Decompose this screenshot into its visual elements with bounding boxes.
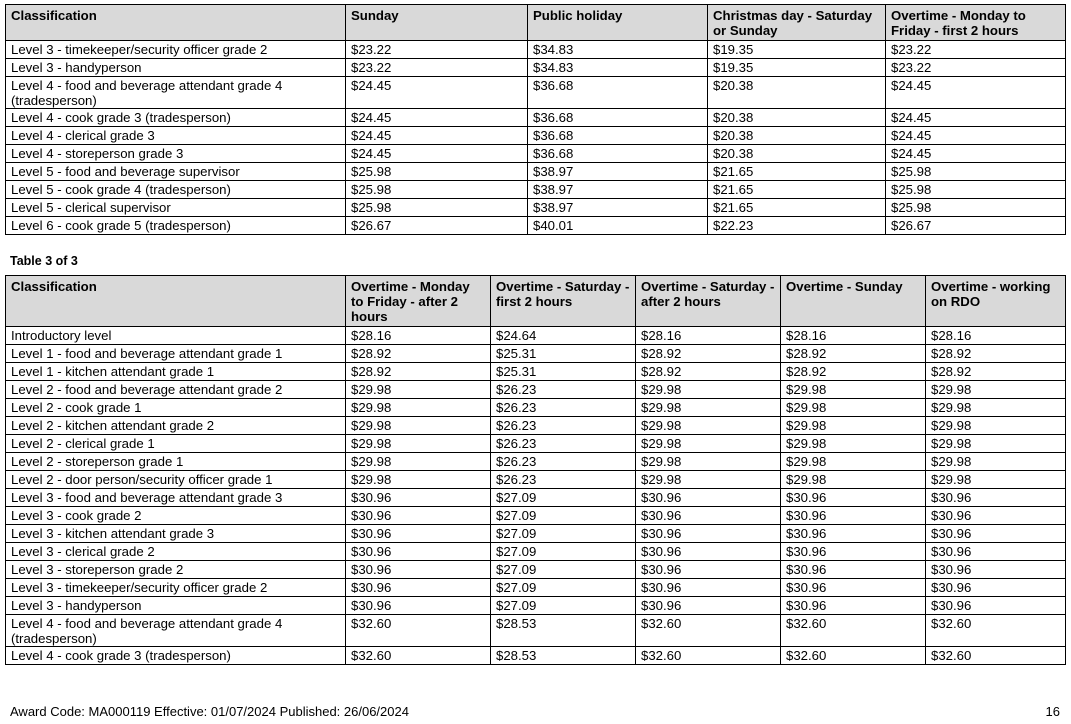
rate-cell: $29.98 bbox=[781, 417, 926, 435]
rate-cell: $21.65 bbox=[708, 163, 886, 181]
rate-cell: $32.60 bbox=[636, 615, 781, 647]
classification-cell: Level 1 - food and beverage attendant grade 1 bbox=[6, 345, 346, 363]
column-header: Sunday bbox=[346, 5, 528, 41]
rate-cell: $29.98 bbox=[781, 399, 926, 417]
rate-cell: $30.96 bbox=[926, 507, 1066, 525]
rate-cell: $27.09 bbox=[491, 543, 636, 561]
table-row bbox=[6, 41, 1066, 59]
column-header: Overtime - Sunday bbox=[781, 276, 926, 327]
rate-cell: $29.98 bbox=[781, 435, 926, 453]
classification-cell: Level 4 - storeperson grade 3 bbox=[6, 145, 346, 163]
table-row bbox=[6, 615, 1066, 647]
rate-cell: $20.38 bbox=[708, 77, 886, 109]
rate-cell: $30.96 bbox=[781, 561, 926, 579]
rate-cell: $28.16 bbox=[926, 327, 1066, 345]
rate-cell: $30.96 bbox=[926, 561, 1066, 579]
table-row bbox=[6, 647, 1066, 665]
rate-cell: $28.53 bbox=[491, 615, 636, 647]
rate-cell: $32.60 bbox=[781, 615, 926, 647]
overtime-rates-table bbox=[5, 275, 1066, 665]
table-row bbox=[6, 543, 1066, 561]
rate-cell: $29.98 bbox=[636, 417, 781, 435]
page-number: 16 bbox=[1045, 704, 1060, 719]
rate-cell: $29.98 bbox=[346, 381, 491, 399]
rate-cell: $20.38 bbox=[708, 127, 886, 145]
rate-cell: $30.96 bbox=[636, 597, 781, 615]
rate-cell: $30.96 bbox=[781, 597, 926, 615]
table-row bbox=[6, 471, 1066, 489]
rate-cell: $29.98 bbox=[636, 399, 781, 417]
rate-cell: $30.96 bbox=[781, 489, 926, 507]
classification-cell: Level 4 - cook grade 3 (tradesperson) bbox=[6, 109, 346, 127]
rate-cell: $27.09 bbox=[491, 561, 636, 579]
classification-cell: Level 2 - cook grade 1 bbox=[6, 399, 346, 417]
rate-cell: $30.96 bbox=[781, 525, 926, 543]
rate-cell: $25.98 bbox=[886, 181, 1066, 199]
rate-cell: $38.97 bbox=[528, 199, 708, 217]
rate-cell: $29.98 bbox=[926, 381, 1066, 399]
rate-cell: $30.96 bbox=[781, 579, 926, 597]
rate-cell: $24.45 bbox=[346, 127, 528, 145]
classification-cell: Level 2 - kitchen attendant grade 2 bbox=[6, 417, 346, 435]
rate-cell: $32.60 bbox=[926, 615, 1066, 647]
rate-cell: $20.38 bbox=[708, 145, 886, 163]
rate-cell: $29.98 bbox=[346, 453, 491, 471]
rate-cell: $29.98 bbox=[346, 471, 491, 489]
rate-cell: $38.97 bbox=[528, 163, 708, 181]
column-header-classification: Classification bbox=[6, 276, 346, 327]
classification-cell: Level 4 - food and beverage attendant grade 4 (tradesperson) bbox=[6, 77, 346, 109]
rate-cell: $34.83 bbox=[528, 41, 708, 59]
classification-cell: Level 3 - clerical grade 2 bbox=[6, 543, 346, 561]
rate-cell: $25.98 bbox=[346, 181, 528, 199]
rate-cell: $26.23 bbox=[491, 435, 636, 453]
table-row bbox=[6, 163, 1066, 181]
rate-cell: $26.23 bbox=[491, 453, 636, 471]
table-row bbox=[6, 127, 1066, 145]
rate-cell: $22.23 bbox=[708, 217, 886, 235]
rate-cell: $26.23 bbox=[491, 381, 636, 399]
classification-cell: Level 3 - timekeeper/security officer grade 2 bbox=[6, 41, 346, 59]
rate-cell: $28.16 bbox=[781, 327, 926, 345]
rate-cell: $32.60 bbox=[346, 647, 491, 665]
rate-cell: $26.67 bbox=[346, 217, 528, 235]
table-row bbox=[6, 525, 1066, 543]
rate-cell: $29.98 bbox=[636, 435, 781, 453]
rate-cell: $27.09 bbox=[491, 597, 636, 615]
classification-cell: Level 5 - clerical supervisor bbox=[6, 199, 346, 217]
rate-cell: $25.98 bbox=[346, 163, 528, 181]
rate-cell: $29.98 bbox=[781, 381, 926, 399]
rate-cell: $27.09 bbox=[491, 489, 636, 507]
rate-cell: $30.96 bbox=[346, 597, 491, 615]
rate-cell: $29.98 bbox=[926, 453, 1066, 471]
rate-cell: $29.98 bbox=[346, 417, 491, 435]
rate-cell: $32.60 bbox=[346, 615, 491, 647]
rate-cell: $28.92 bbox=[346, 345, 491, 363]
rate-cell: $26.67 bbox=[886, 217, 1066, 235]
rate-cell: $30.96 bbox=[346, 507, 491, 525]
rate-cell: $21.65 bbox=[708, 181, 886, 199]
award-info: Award Code: MA000119 Effective: 01/07/2024 Published: 26/06/2024 bbox=[10, 704, 409, 719]
column-header: Overtime - Saturday - after 2 hours bbox=[636, 276, 781, 327]
rate-cell: $30.96 bbox=[636, 507, 781, 525]
column-header: Overtime - Saturday - first 2 hours bbox=[491, 276, 636, 327]
rate-cell: $28.16 bbox=[346, 327, 491, 345]
rate-cell: $26.23 bbox=[491, 417, 636, 435]
table-row bbox=[6, 145, 1066, 163]
table-row bbox=[6, 217, 1066, 235]
table-row bbox=[6, 199, 1066, 217]
rate-cell: $24.45 bbox=[886, 145, 1066, 163]
table-title: Table 3 of 3 bbox=[10, 254, 78, 268]
rate-cell: $36.68 bbox=[528, 109, 708, 127]
rate-cell: $29.98 bbox=[636, 453, 781, 471]
column-header: Overtime - Monday to Friday - first 2 hours bbox=[886, 5, 1066, 41]
rate-cell: $30.96 bbox=[636, 525, 781, 543]
rate-cell: $29.98 bbox=[781, 471, 926, 489]
rate-cell: $29.98 bbox=[346, 435, 491, 453]
classification-cell: Level 3 - handyperson bbox=[6, 597, 346, 615]
classification-cell: Level 3 - kitchen attendant grade 3 bbox=[6, 525, 346, 543]
table-row bbox=[6, 597, 1066, 615]
table-row bbox=[6, 507, 1066, 525]
classification-cell: Level 1 - kitchen attendant grade 1 bbox=[6, 363, 346, 381]
rate-cell: $24.45 bbox=[346, 145, 528, 163]
table-row bbox=[6, 561, 1066, 579]
rate-cell: $30.96 bbox=[926, 489, 1066, 507]
classification-cell: Level 4 - food and beverage attendant grade 4 (tradesperson) bbox=[6, 615, 346, 647]
rate-cell: $40.01 bbox=[528, 217, 708, 235]
rate-cell: $23.22 bbox=[346, 41, 528, 59]
rate-cell: $24.45 bbox=[886, 77, 1066, 109]
table-row bbox=[6, 363, 1066, 381]
classification-cell: Level 2 - door person/security officer grade 1 bbox=[6, 471, 346, 489]
classification-cell: Level 3 - cook grade 2 bbox=[6, 507, 346, 525]
rate-cell: $29.98 bbox=[346, 399, 491, 417]
rate-cell: $28.92 bbox=[636, 363, 781, 381]
rate-cell: $27.09 bbox=[491, 507, 636, 525]
rate-cell: $29.98 bbox=[636, 381, 781, 399]
rate-cell: $34.83 bbox=[528, 59, 708, 77]
table-row bbox=[6, 109, 1066, 127]
rate-cell: $30.96 bbox=[926, 579, 1066, 597]
classification-cell: Level 2 - storeperson grade 1 bbox=[6, 453, 346, 471]
rate-cell: $36.68 bbox=[528, 77, 708, 109]
table-row bbox=[6, 399, 1066, 417]
rate-cell: $28.92 bbox=[781, 345, 926, 363]
rate-cell: $24.45 bbox=[346, 109, 528, 127]
rate-cell: $27.09 bbox=[491, 579, 636, 597]
rate-cell: $28.16 bbox=[636, 327, 781, 345]
rate-cell: $19.35 bbox=[708, 41, 886, 59]
rate-cell: $30.96 bbox=[346, 579, 491, 597]
table-row bbox=[6, 345, 1066, 363]
classification-cell: Introductory level bbox=[6, 327, 346, 345]
classification-cell: Level 6 - cook grade 5 (tradesperson) bbox=[6, 217, 346, 235]
classification-cell: Level 3 - handyperson bbox=[6, 59, 346, 77]
rate-cell: $24.45 bbox=[346, 77, 528, 109]
rate-cell: $30.96 bbox=[636, 561, 781, 579]
classification-cell: Level 2 - clerical grade 1 bbox=[6, 435, 346, 453]
rate-cell: $36.68 bbox=[528, 127, 708, 145]
rate-cell: $30.96 bbox=[926, 525, 1066, 543]
rate-cell: $19.35 bbox=[708, 59, 886, 77]
table-row bbox=[6, 453, 1066, 471]
rate-cell: $32.60 bbox=[926, 647, 1066, 665]
rate-cell: $28.92 bbox=[636, 345, 781, 363]
table-row bbox=[6, 417, 1066, 435]
classification-cell: Level 4 - cook grade 3 (tradesperson) bbox=[6, 647, 346, 665]
rate-cell: $30.96 bbox=[346, 489, 491, 507]
rate-cell: $25.31 bbox=[491, 345, 636, 363]
rate-cell: $23.22 bbox=[886, 59, 1066, 77]
rate-cell: $24.64 bbox=[491, 327, 636, 345]
rate-cell: $28.53 bbox=[491, 647, 636, 665]
rate-cell: $28.92 bbox=[781, 363, 926, 381]
rate-cell: $24.45 bbox=[886, 127, 1066, 145]
rate-cell: $26.23 bbox=[491, 399, 636, 417]
rate-cell: $30.96 bbox=[636, 489, 781, 507]
classification-cell: Level 3 - food and beverage attendant grade 3 bbox=[6, 489, 346, 507]
classification-cell: Level 3 - storeperson grade 2 bbox=[6, 561, 346, 579]
table-row bbox=[6, 59, 1066, 77]
rates-table-continued bbox=[5, 4, 1066, 235]
rate-cell: $29.98 bbox=[636, 471, 781, 489]
rate-cell: $30.96 bbox=[926, 543, 1066, 561]
rate-cell: $30.96 bbox=[636, 543, 781, 561]
rate-cell: $26.23 bbox=[491, 471, 636, 489]
rate-cell: $23.22 bbox=[346, 59, 528, 77]
rate-cell: $28.92 bbox=[926, 363, 1066, 381]
table-row bbox=[6, 381, 1066, 399]
column-header: Public holiday bbox=[528, 5, 708, 41]
column-header: Christmas day - Saturday or Sunday bbox=[708, 5, 886, 41]
rate-cell: $27.09 bbox=[491, 525, 636, 543]
rate-cell: $24.45 bbox=[886, 109, 1066, 127]
rate-cell: $30.96 bbox=[781, 507, 926, 525]
table-row bbox=[6, 327, 1066, 345]
rate-cell: $29.98 bbox=[926, 417, 1066, 435]
rate-cell: $28.92 bbox=[346, 363, 491, 381]
column-header: Overtime - working on RDO bbox=[926, 276, 1066, 327]
rate-cell: $25.98 bbox=[886, 163, 1066, 181]
rate-cell: $38.97 bbox=[528, 181, 708, 199]
rate-cell: $30.96 bbox=[346, 543, 491, 561]
table-header-row bbox=[6, 276, 1066, 327]
rate-cell: $30.96 bbox=[346, 561, 491, 579]
rate-cell: $25.98 bbox=[886, 199, 1066, 217]
rate-cell: $30.96 bbox=[926, 597, 1066, 615]
table-row bbox=[6, 579, 1066, 597]
table-row bbox=[6, 489, 1066, 507]
rate-cell: $20.38 bbox=[708, 109, 886, 127]
table-header-row bbox=[6, 5, 1066, 41]
rate-cell: $25.31 bbox=[491, 363, 636, 381]
table-row bbox=[6, 435, 1066, 453]
rate-cell: $30.96 bbox=[636, 579, 781, 597]
rate-cell: $29.98 bbox=[926, 399, 1066, 417]
rate-cell: $25.98 bbox=[346, 199, 528, 217]
column-header: Overtime - Monday to Friday - after 2 hours bbox=[346, 276, 491, 327]
table-row bbox=[6, 181, 1066, 199]
rate-cell: $28.92 bbox=[926, 345, 1066, 363]
classification-cell: Level 5 - cook grade 4 (tradesperson) bbox=[6, 181, 346, 199]
classification-cell: Level 2 - food and beverage attendant grade 2 bbox=[6, 381, 346, 399]
rate-cell: $29.98 bbox=[781, 453, 926, 471]
rate-cell: $32.60 bbox=[636, 647, 781, 665]
rate-cell: $23.22 bbox=[886, 41, 1066, 59]
rate-cell: $32.60 bbox=[781, 647, 926, 665]
rate-cell: $30.96 bbox=[781, 543, 926, 561]
table-row bbox=[6, 77, 1066, 109]
classification-cell: Level 3 - timekeeper/security officer grade 2 bbox=[6, 579, 346, 597]
classification-cell: Level 5 - food and beverage supervisor bbox=[6, 163, 346, 181]
rate-cell: $29.98 bbox=[926, 435, 1066, 453]
column-header-classification: Classification bbox=[6, 5, 346, 41]
rate-cell: $30.96 bbox=[346, 525, 491, 543]
rate-cell: $29.98 bbox=[926, 471, 1066, 489]
rate-cell: $21.65 bbox=[708, 199, 886, 217]
rate-cell: $36.68 bbox=[528, 145, 708, 163]
classification-cell: Level 4 - clerical grade 3 bbox=[6, 127, 346, 145]
